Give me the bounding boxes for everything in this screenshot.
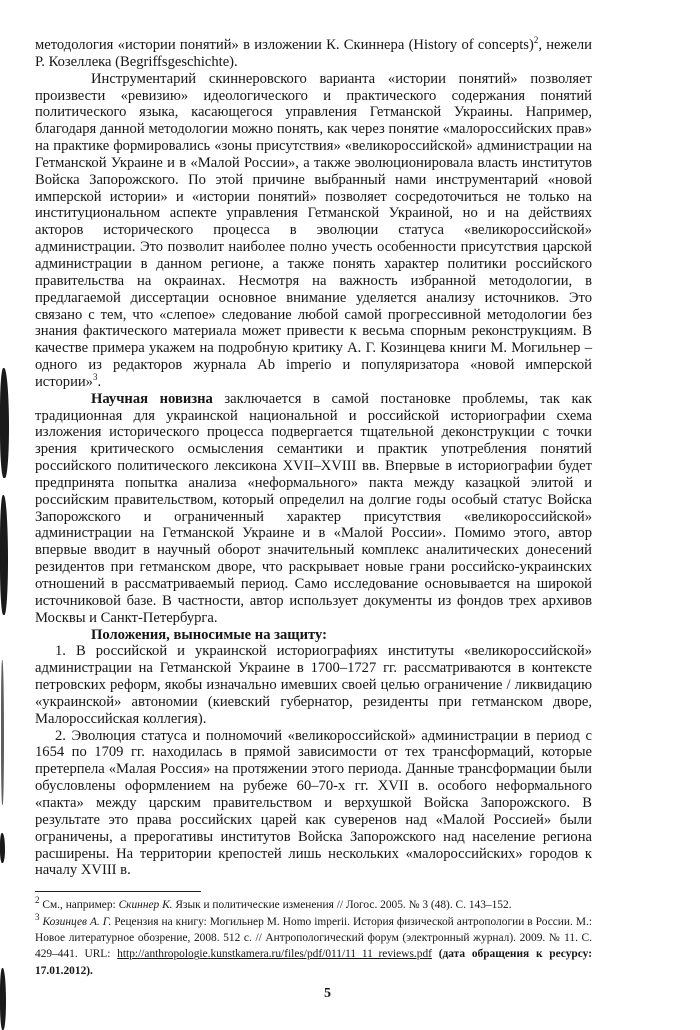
- footnote-url-link[interactable]: http://anthropologie.kunstkamera.ru/files/pdf/011/11_11_reviews.pdf: [117, 948, 432, 961]
- paragraph-methodology: Инструментарий скиннеровского варианта «истории понятий» позволяет произвести «ревизию» идеологического и практического содержания понятий политического языка, касающегося управления Гетманской Украины. Например, благодаря данной методологии можно понять, как через понятие «малороссийских прав» на практике формировались «зоны присутствия» «великороссийской» администрации на Гетманской Украине и в «Малой России», а также эволюционировала власть институтов Войска Запорожского. По этой причине выбранный нами инструментарий «новой имперской истории» и «истории понятий» позволяет сосредоточиться не только на институциональном аспекте управления Гетманской Украиной, но и на действиях акторов исторического процесса в эволюции статуса «великороссийской» администрации. Это позволит наиболее полно учесть особенности присутствия царской администрации в данном регионе, а также понять характер политики российского правительства на окраинах. Несмотря на важность избранной методологии, в предлагаемой диссертации основное внимание уделяется анализу источников. Это связано с тем, что «слепое» следование любой самой прогрессивной методологии без знания фактического материала может привести к весьма спорным реконструкциям. В качестве примера укажем на подробную критику А. Г. Козинцева книги М. Могильнер – одного из редакторов журнала Ab imperio и популяризатора «новой имперской истории»$^3$.: [35, 70, 592, 390]
- paragraph-continuation: методология «истории понятий» в изложении К. Скиннера (History of concepts)$^2$, нежели Р. Козеллека (Begriffsgeschichte).: [35, 35, 592, 70]
- footnotes: [35, 897, 592, 979]
- section-heading: Положения, выносимые на защиту:: [91, 626, 327, 643]
- footnote-separator: [35, 891, 201, 892]
- thesis-item-1: 1. В российской и украинской историографиях институты «великороссийской» администрации на Гетманской Украине в 1700–1727 гг. рассматриваются в контексте петровских реформ, якобы изначально имевших своей целью ограничение / ликвидацию «украинской» автономии (киевский губернатор, резиденты при гетманском дворе, Малороссийская коллегия).: [35, 643, 592, 727]
- page-content: [35, 0, 592, 1003]
- body-text: [35, 37, 592, 879]
- novelty-label: Научная новизна: [91, 390, 213, 407]
- footnote-author: Скиннер К.: [118, 899, 173, 912]
- scan-artifact: [1, 660, 4, 805]
- scan-artifact: [0, 368, 9, 478]
- footnote-author: Козинцев А. Г.: [42, 915, 112, 928]
- page-number: 5: [324, 986, 331, 1002]
- footnote-ref-2[interactable]: 2: [533, 35, 539, 46]
- scan-artifact: [0, 495, 8, 615]
- scan-artifact: [0, 968, 6, 1030]
- thesis-item-2: 2. Эволюция статуса и полномочий «великороссийской» администрации в период с 1654 по 1709 гг. находилась в прямой зависимости от тех трансформаций, которые претерпела «Малая Россия» на протяжении этого периода. Данные трансформации были обусловлены оформлением на рубеже 60–70-х гг. XVII в. особого неформального «пакта» между царским правительством и верхушкой Войска Запорожского. В результате это права российских царей как суверенов над «Малой Россией» были ограничены, а прерогативы институтов Войска Запорожского над население региона расширены. На территории крепостей лишь нескольких «малороссийских» городов к началу XVIII в.: [35, 727, 592, 879]
- footnote-3: $^3$ Козинцев А. Г. Рецензия на книгу: Могильнер М. Homo imperii. История физической антропологии в России. М.: Новое литературное обозрение, 2008. 512 с. // Антропологический форум (электронный журнал). 2009. № 11. С. 429–441. URL: http://anthropologie.kunstkamera.ru/files/pdf/011/11_11_reviews.pdf (дата обращения к ресурсу: 17.01.2012).: [35, 911, 592, 977]
- footnote-ref-3[interactable]: 3: [92, 372, 98, 383]
- paragraph-novelty: Научная новизна заключается в самой постановке проблемы, так как традиционная для украинской национальной и российской историографии схема изложения исторического процесса подвергается тщательной деконструкции с точки зрения критического осмысления семантики и практик употребления понятий российского политического лексикона XVII–XVIII вв. Впервые в историографии будет предпринята попытка анализа «неформального» пакта между казацкой элитой и российским правительством, который определил на долгие годы особый статус Войска Запорожского и ограниченный характер присутствия «великороссийской» администрации на Гетманской Украине и в «Малой России». Помимо этого, автор впервые вводит в научный оборот значительный комплекс аналитических донесений резидентов при гетманском дворе, что раскрывает новые грани российско-украинских отношений в рассматриваемый период. Само исследование основывается на широкой источниковой базе. В частности, автор использует документы из фондов трех архивов Москвы и Санкт-Петербурга.: [35, 390, 592, 626]
- footnote-2: $^2$ См., например: Скиннер К. Язык и политические изменения // Логос. 2005. № 3 (48). С. 143–152.: [35, 895, 512, 912]
- scan-artifact: [0, 833, 5, 863]
